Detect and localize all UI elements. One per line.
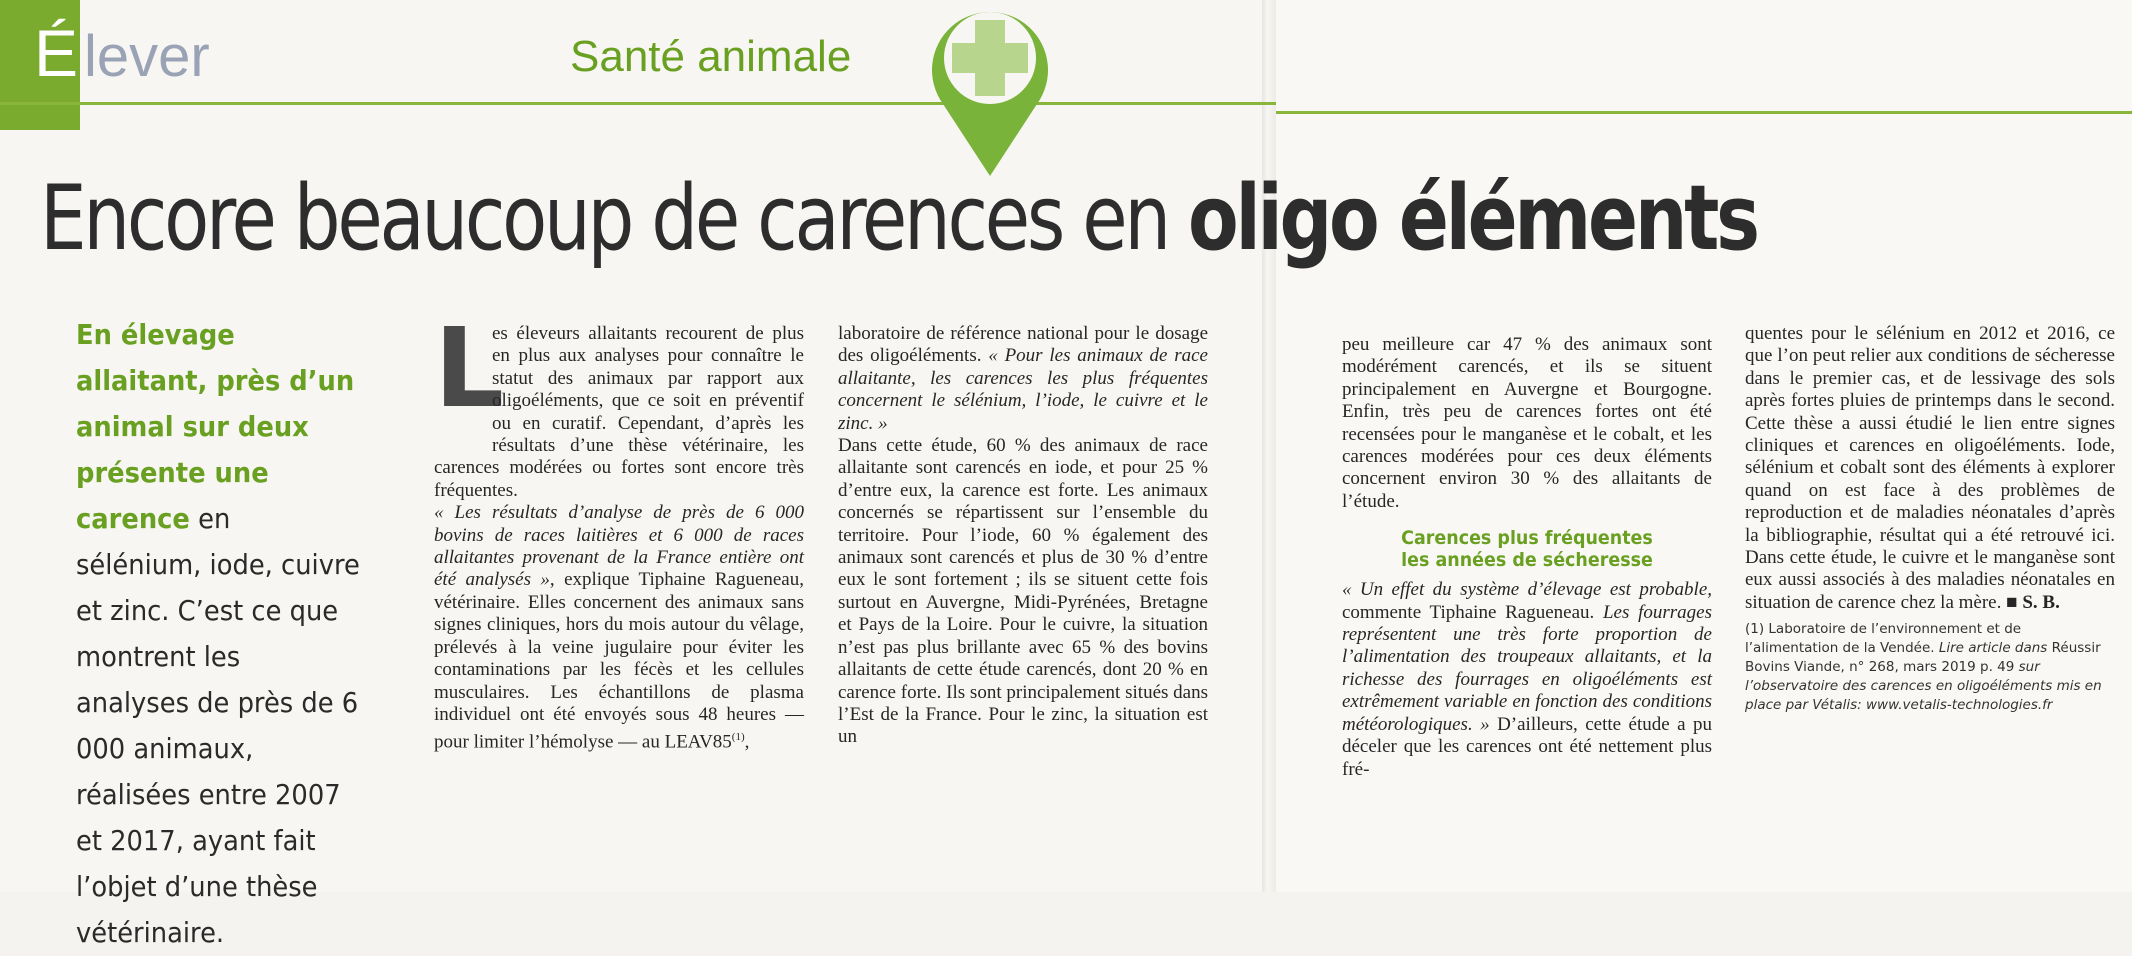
col4-text: quentes pour le sélénium en 2012 et 2016, ce que l’on peut relier aux conditions de sécheresse dans le premier cas, et de lessivage des sols après fortes pluies de printemps dans le second. Cette thèse a aussi étudié le lien entre signes cliniques et carences en oligoéléments. Iode, sélénium et cobalt sont des éléments à explorer quand on est face à des problèmes de reproduction et de maladies néonatales d’après la bibliographie, résultat qui a été retrouvé ici. Dans cette étude, le cuivre et le manganèse sont eux aussi associés à des maladies néonatales en situation de carence chez la mère. (1745, 323, 2115, 613)
footnote (1745, 620, 2115, 715)
subheading-line-2: les années de sécheresse (1401, 549, 1653, 572)
col2-text-2: Dans cette étude, 60 % des animaux de race allaitante sont carencés en iode, et pour 25 % d’entre eux, la carence est forte. Les animaux concernés se répartissent sur l’ensemble du territoire. Pour l’iode, 60 % également des animaux sont carencés et plus de 30 % d’entre eux le sont fortement ; ils se situent cette fois surtout en Auvergne, Midi-Pyrénées, Bretagne et Pays de la Loire. Pour le cuivre, la situation n’est pas plus brillante avec 65 % des bovins allaitants de cette étude carencés, dont 20 % en carence forte. Ils sont principalement situés dans l’Est de la France. Pour le zinc, la situation est un (838, 435, 1208, 748)
col3-paragraph (1342, 579, 1712, 781)
col3-text: peu meilleure car 47 % des animaux sont modérément carencés, et ils se situent principalement en Auvergne et Bourgogne. Enfin, très peu de carences fortes ont été recensées pour le manganèse et le cobalt, et les carences modérées pour ces deux éléments concernent environ 30 % des allaitants de l’étude. (1342, 334, 1712, 512)
col3-quote-2: Les fourrages représentent une très forte proportion de l’alimentation des troupeaux allaitants, et la richesse des fourrages en oligoéléments est extrêmement variable en fonction des conditions météorologiques. » (1342, 601, 1712, 735)
headline-normal: Encore beaucoup de carences en (40, 166, 1189, 271)
headline-bold: oligo éléments (1188, 166, 1757, 271)
col3-text-3: D’ailleurs, cette étude a pu déceler que les carences ont été nettement plus fré- (1342, 713, 1712, 780)
health-cross-pin-icon (925, 0, 1055, 180)
subheading (1357, 527, 1697, 571)
section-label: lever (84, 24, 210, 89)
subheading-line-1: Carences plus fréquentes (1401, 527, 1653, 550)
footnote-4: sur l’observatoire des carences en oligoéléments mis en place par Vétalis: www.vetalis-technologies.fr (1745, 659, 2102, 714)
article-headline (40, 166, 1757, 271)
col1-end: , (744, 731, 750, 753)
page-gutter (1262, 0, 1276, 892)
col3-text-2: commente Tiphaine Ragueneau. (1342, 601, 1603, 623)
author-signature: ■ S. B. (2001, 591, 2060, 613)
column-4 (1745, 323, 2115, 715)
column-3 (1342, 334, 1712, 781)
footnote-2: Lire article dans (1934, 640, 2052, 657)
col2-text: laboratoire de référence national pour le dosage des oligoéléments. (838, 323, 1208, 367)
footnote-1: (1) Laboratoire de l’environnement et de l’alimentation de la Vendée. (1745, 621, 2022, 657)
col3-quote-1: « Un effet du système d’élevage est probable, (1342, 579, 1712, 601)
header-rule (0, 102, 1276, 105)
drop-cap: L (434, 304, 505, 432)
column-2 (838, 323, 1208, 749)
col1-quote: « Les résultats d’analyse de près de 6 000 bovins de races laitières et 6 000 de races allaitantes provenant de la France entière ont été analysés » (434, 502, 804, 591)
col1-text: es éleveurs allaitants recourent de plus en plus aux analyses pour connaître le statut des animaux par rapport aux oligoéléments, que ce soit en préventif ou en curatif. Cependant, d’après les résultats d’une thèse vétérinaire, les carences modérées ou fortes sont encore très fréquentes. (434, 323, 804, 501)
footnote-3: Réussir Bovins Viande, n° 268, mars 2019 p. 49 (1745, 640, 2101, 676)
header-rule-right (1276, 111, 2132, 114)
section-initial: É (34, 16, 79, 90)
footnote-ref: (1) (731, 731, 745, 744)
lead-highlight: En élevage allaitant, près d’un animal sur deux présente une carence (76, 318, 355, 535)
lead-text: en sélénium, iode, cuivre et zinc. C’est ce que montrent les analyses de près de 6 000 animaux, réalisées entre 2007 et 2017, ayant fait l’objet d’une thèse vétérinaire. (76, 502, 360, 949)
col2-quote: « Pour les animaux de race allaitante, les carences les plus fréquentes concernent le sélénium, l’iode, le cuivre et le zinc. » (838, 345, 1208, 434)
col1-text-2: , explique Tiphaine Ragueneau, vétérinaire. Elles concernent des animaux sans signes cliniques, hors du mois autour du vêlage, prélevés à la veine jugulaire pour éviter les contaminations par les fécès et les cellules musculaires. Les échantillons de plasma individuel ont été envoyés sous 48 heures — pour limiter l’hémolyse — au LEAV85 (434, 569, 804, 753)
lead-paragraph (76, 312, 361, 956)
column-1 (434, 304, 804, 754)
rubric-title: Santé animale (570, 32, 852, 81)
